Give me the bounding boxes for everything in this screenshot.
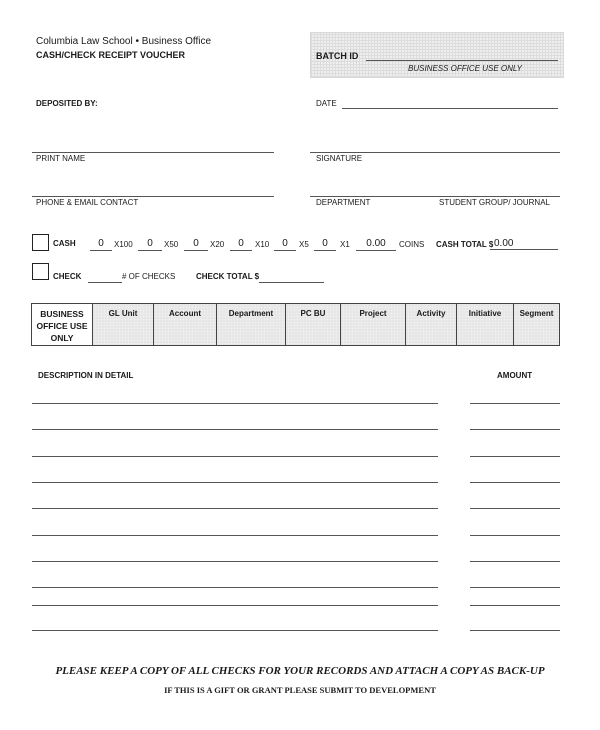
amount-line[interactable]: [470, 561, 560, 562]
check-total-field[interactable]: [259, 282, 324, 283]
amount-line[interactable]: [470, 630, 560, 631]
amount-line[interactable]: [470, 508, 560, 509]
description-line[interactable]: [32, 535, 438, 536]
description-line[interactable]: [32, 561, 438, 562]
cash-label: CASH: [53, 239, 76, 248]
check-total-label: CHECK TOTAL $: [196, 272, 260, 281]
amount-line[interactable]: [470, 456, 560, 457]
cash-x100-label: X100: [114, 240, 133, 249]
cash-x50-count[interactable]: 0: [138, 238, 162, 251]
department-label: DEPARTMENT: [316, 198, 371, 207]
backup-instruction: PLEASE KEEP A COPY OF ALL CHECKS FOR YOUR RECORDS AND ATTACH A COPY AS BACK-UP: [55, 665, 545, 677]
amount-line[interactable]: [470, 587, 560, 588]
cell-line: ONLY: [50, 333, 74, 343]
description-line[interactable]: [32, 587, 438, 588]
initiative-column[interactable]: Initiative: [457, 304, 514, 346]
cell-line: OFFICE USE: [36, 321, 88, 331]
business-office-note: BUSINESS OFFICE USE ONLY: [408, 64, 522, 73]
segment-column[interactable]: Segment: [514, 304, 560, 346]
cash-x5-label: X5: [299, 240, 309, 249]
cash-x5-count[interactable]: 0: [274, 238, 296, 251]
print-name-field[interactable]: [32, 152, 274, 153]
coins-amount[interactable]: 0.00: [356, 238, 396, 251]
cash-x20-label: X20: [210, 240, 225, 249]
description-line[interactable]: [32, 508, 438, 509]
cash-x10-count[interactable]: 0: [230, 238, 252, 251]
signature-field[interactable]: [310, 152, 560, 153]
amount-label: AMOUNT: [497, 371, 533, 380]
org-name: Columbia Law School • Business Office: [36, 36, 212, 47]
pc-bu-column[interactable]: PC BU: [286, 304, 341, 346]
phone-email-label: PHONE & EMAIL CONTACT: [36, 198, 139, 207]
amount-line[interactable]: [470, 403, 560, 404]
description-line[interactable]: [32, 403, 438, 404]
business-office-use-cell: [32, 304, 93, 346]
deposited-by-label: DEPOSITED BY:: [36, 99, 98, 108]
form-title: CASH/CHECK RECEIPT VOUCHER: [36, 50, 186, 60]
amount-line[interactable]: [470, 429, 560, 430]
description-label: DESCRIPTION IN DETAIL: [38, 371, 134, 380]
cash-x100-count[interactable]: 0: [90, 238, 112, 251]
description-line[interactable]: [32, 630, 438, 631]
cash-x1-label: X1: [340, 240, 350, 249]
description-line[interactable]: [32, 482, 438, 483]
cash-total-label: CASH TOTAL $: [436, 240, 494, 249]
amount-line[interactable]: [470, 482, 560, 483]
account-segment-table: [31, 303, 560, 346]
date-field[interactable]: [342, 108, 558, 109]
phone-email-field[interactable]: [32, 196, 274, 197]
description-line[interactable]: [32, 429, 438, 430]
cash-x20-count[interactable]: 0: [184, 238, 208, 251]
amount-line[interactable]: [470, 535, 560, 536]
gift-grant-instruction: IF THIS IS A GIFT OR GRANT PLEASE SUBMIT TO DEVELOPMENT: [164, 685, 436, 695]
cash-x10-label: X10: [255, 240, 270, 249]
cell-line: BUSINESS: [40, 309, 84, 319]
activity-column[interactable]: Activity: [406, 304, 457, 346]
department-field[interactable]: [310, 196, 560, 197]
check-checkbox[interactable]: [32, 263, 49, 280]
date-label: DATE: [316, 99, 337, 108]
check-count-field[interactable]: [88, 282, 122, 283]
project-column[interactable]: Project: [341, 304, 406, 346]
cash-x1-count[interactable]: 0: [314, 238, 336, 251]
description-line[interactable]: [32, 456, 438, 457]
description-line[interactable]: [32, 605, 438, 606]
cash-checkbox[interactable]: [32, 234, 49, 251]
signature-label: SIGNATURE: [316, 154, 363, 163]
department-column[interactable]: Department: [217, 304, 286, 346]
student-group-label: STUDENT GROUP/ JOURNAL: [439, 198, 550, 207]
batch-id-label: BATCH ID: [316, 51, 359, 61]
coins-label: COINS: [399, 240, 425, 249]
amount-line[interactable]: [470, 605, 560, 606]
account-column[interactable]: Account: [154, 304, 217, 346]
print-name-label: PRINT NAME: [36, 154, 86, 163]
check-count-label: # OF CHECKS: [122, 272, 176, 281]
check-label: CHECK: [53, 272, 82, 281]
cash-x50-label: X50: [164, 240, 179, 249]
gl-unit-column[interactable]: GL Unit: [93, 304, 154, 346]
batch-id-field[interactable]: [366, 60, 558, 61]
cash-total-amount[interactable]: 0.00: [490, 238, 558, 250]
